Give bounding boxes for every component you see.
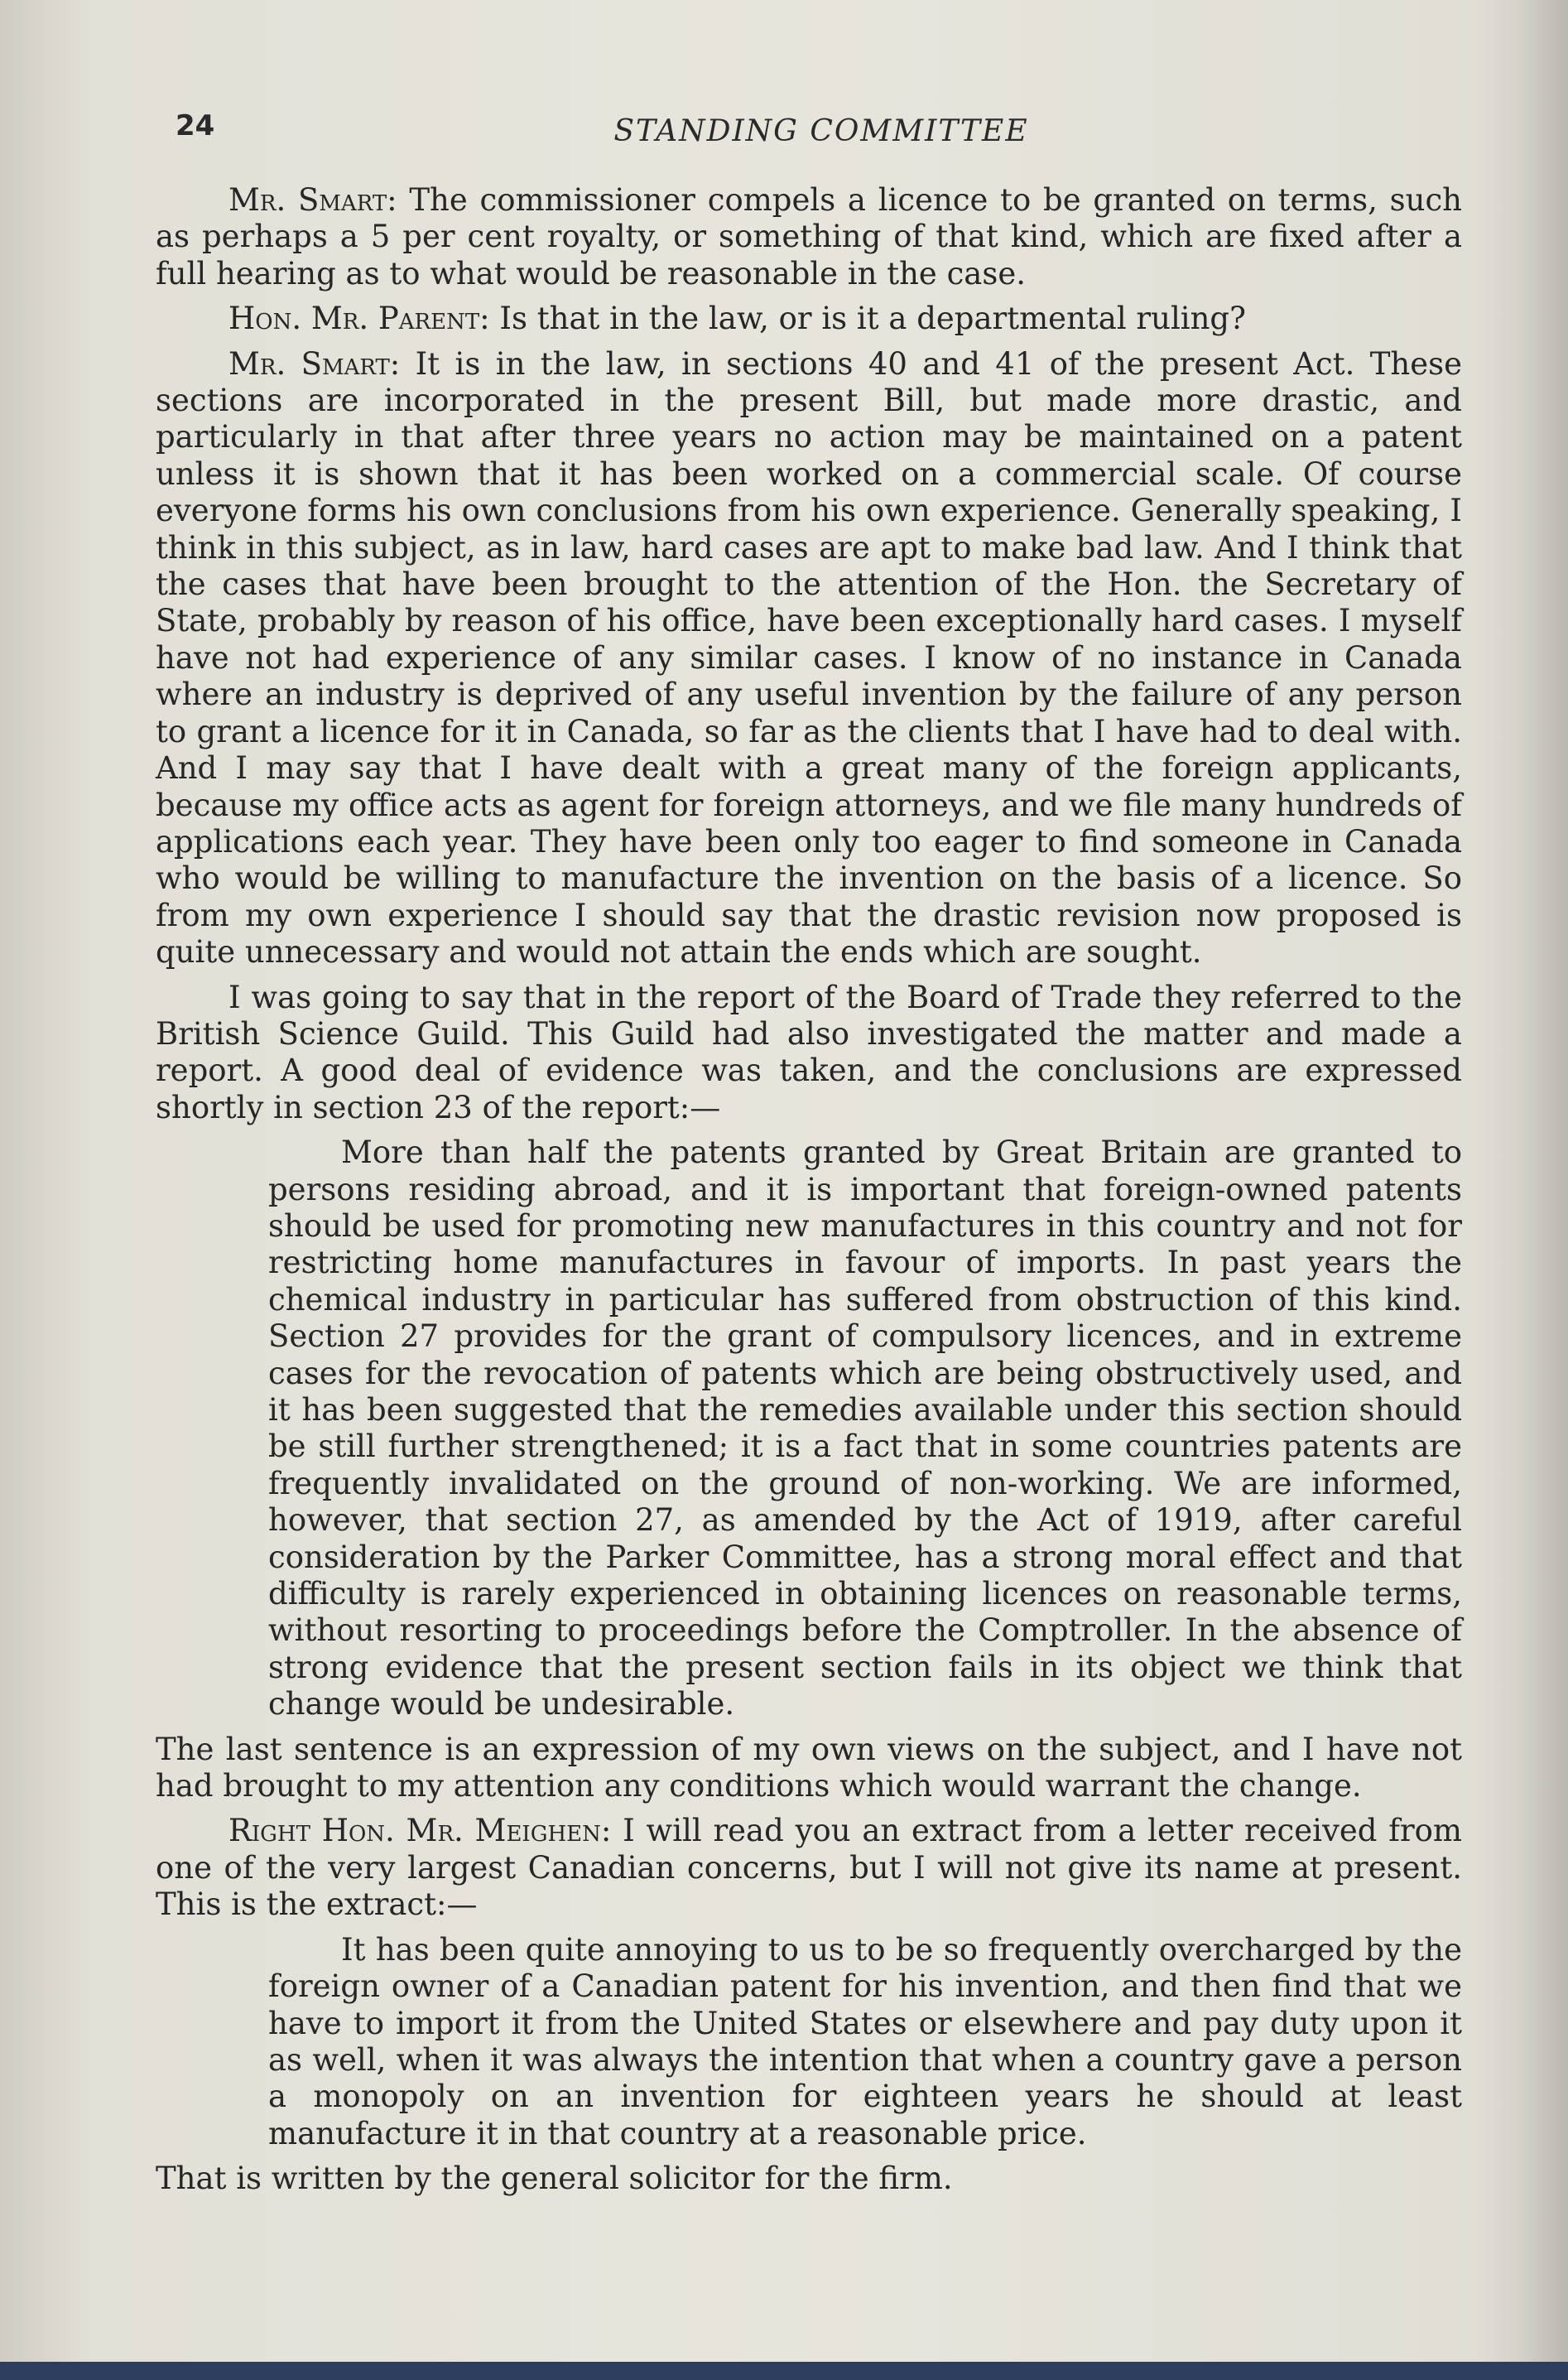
paragraph-after-quote-2: That is written by the general solicitor for the firm.	[156, 2161, 953, 2197]
paragraph-smart-1	[156, 182, 1462, 292]
paragraph-smart-2	[156, 346, 1462, 971]
speaker-name: Mr. Smart:	[228, 182, 397, 218]
body-text	[156, 182, 1462, 2206]
paragraph-after-quote-1: The last sentence is an expression of my own views on the subject, and I have not had brought to my attention any conditions which would warrant the change.	[156, 1731, 1462, 1804]
block-quote-report: More than half the patents granted by Great Britain are granted to persons residing abroad, and it is important that foreign-owned patents should be used for promoting new manufactures in this country and not for restricting home manufactures in favour of imports. In past years the chemical industry in particular has suffered from obstruction of this kind. Section 27 provides for the grant of compulsory licences, and in extreme cases for the revocation of patents which are being obstructively used, and it has been suggested that the remedies available under this section should be still further strengthened; it is a fact that in some countries patents are frequently invalidated on the ground of non-working. We are informed, however, that section 27, as amended by the Act of 1919, after careful consideration by the Parker Committee, has a strong moral effect and that difficulty is rarely experienced in obtaining licences on reasonable terms, without resorting to proceedings before the Comptroller. In the absence of strong evidence that the present section fails in its object we think that change would be undesirable.	[268, 1135, 1462, 1722]
paragraph-text: I was going to say that in the report of the Board of Trade they referred to the British Science Guild. This Guild had also investigated the matter and made a report. A good deal of evidence was taken, and the conclusions are expressed shortly in section 23 of the report:—	[156, 979, 1462, 1125]
page-number: 24	[176, 109, 215, 142]
speaker-name: Right Hon. Mr. Meighen:	[228, 1813, 612, 1849]
paragraph-text: It is in the law, in sections 40 and 41 of the present Act. These sections are incorporated in the present Bill, but made more drastic, and particularly in that after three years no action may be maintained on a patent unless it is shown that it has been worked on a commercial scale. Of course everyone forms his own conclusions from his own experience. Generally speaking, I think in this subject, as in law, hard cases are apt to make bad law. And I think that the cases that have been brought to the attention of the Hon. the Secretary of State, probably by reason of his office, have been exceptionally hard cases. I myself have not had experience of any similar cases. I know of no instance in Canada where an industry is deprived of any useful invention by the failure of any person to grant a licence for it in Canada, so far as the clients that I have had to deal with. And I may say that I have dealt with a great many of the foreign applicants, because my office acts as agent for foreign attorneys, and we file many hundreds of applications each year. They have been only too eager to find someone in Canada who would be willing to manufacture the invention on the basis of a licence. So from my own experience I should say that the drastic revision now proposed is quite unnecessary and would not attain the ends which are sought.	[156, 345, 1463, 971]
paragraph-meighen	[156, 1813, 1462, 1923]
paragraph-text: Is that in the law, or is it a departmental ruling?	[499, 301, 1246, 337]
page-header	[176, 109, 1467, 159]
paragraph-smart-3	[156, 980, 1462, 1127]
paragraph-text: I will read you an extract from a letter received from one of the very largest Canadian concerns, but I will not give its name at present. This is the extract:—	[156, 1813, 1462, 1923]
paragraph-text: The commissioner compels a licence to be granted on terms, such as perhaps a 5 per cent royalty, or something of that kind, which are fixed after a full hearing as to what would be reasonable in the case.	[156, 182, 1463, 291]
running-title: STANDING COMMITTEE	[613, 114, 1029, 148]
speaker-name: Mr. Smart:	[228, 345, 401, 382]
block-quote-letter: It has been quite annoying to us to be so frequently overcharged by the foreign owner of a Canadian patent for his invention, and then find that we have to import it from the United States or elsewhere and pay duty upon it as well, when it was always the intention that when a country gave a person a monopoly on an invention for eighteen years he should at least manufacture it in that country at a reasonable price.	[268, 1931, 1462, 2151]
scan-bottom-edge	[0, 2362, 1568, 2380]
paragraph-parent	[156, 301, 1462, 337]
page-edge-shadow	[1518, 0, 1568, 2380]
speaker-name: Hon. Mr. Parent:	[228, 301, 490, 337]
